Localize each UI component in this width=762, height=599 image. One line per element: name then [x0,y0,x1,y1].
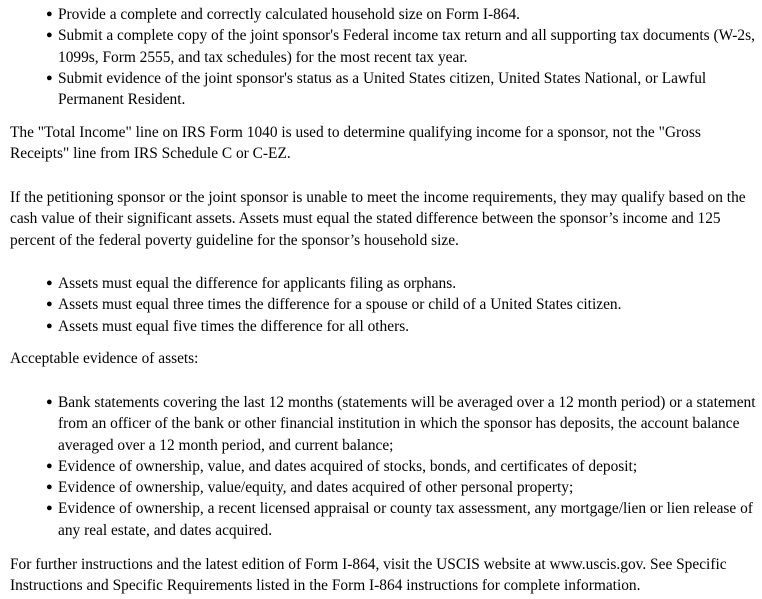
joint-sponsor-requirements-list [46,4,758,110]
closing-paragraph: For further instructions and the latest edition of Form I-864, visit the USCIS website at www.uscis.gov. See Specific Instructions and Specific Requirements listed in the Form I-864 instructions for complete information. [10,556,727,595]
list-item [46,4,758,25]
list-item [46,316,758,337]
total-income-paragraph: The "Total Income" line on IRS Form 1040 is used to determine qualifying income for a sponsor, not the "Gross Receipts" line from IRS Schedule C or C-EZ. [10,124,701,163]
list-item-text: Submit a complete copy of the joint sponsor's Federal income tax return and all supporting tax documents (W-2s, 1099s, Form 2555, and tax schedules) for the most recent tax year. [58,27,755,66]
assets-paragraph: If the petitioning sponsor or the joint sponsor is unable to meet the income requirements, they may qualify based on the cash value of their significant assets. Assets must equal the stated difference between the sponsor’s income and 125 percent of the federal poverty guideline for the sponsor’s household size. [10,189,746,249]
bullet-icon: ● [46,8,53,20]
list-item-text: Assets must equal the difference for applicants filing as orphans. [58,275,457,292]
list-item-text: Evidence of ownership, a recent licensed appraisal or county tax assessment, any mortgage/lien or lien release of any real estate, and dates acquired. [58,500,753,539]
bullet-icon: ● [46,71,53,84]
bullet-icon: ● [46,298,53,311]
bullet-icon: ● [46,319,53,332]
bullet-icon: ● [46,396,53,408]
bullet-icon: ● [46,481,53,494]
list-item-text: Assets must equal three times the difference for a spouse or child of a United States citizen. [58,296,622,314]
bullet-icon: ● [46,29,53,42]
asset-multiplier-list [46,273,758,337]
list-item [46,294,758,315]
list-item-text: Evidence of ownership, value, and dates acquired of stocks, bonds, and certificates of deposit; [58,457,638,475]
list-item [46,392,758,456]
list-item-text: Provide a complete and correctly calculated household size on Form I-864. [58,6,520,23]
bullet-icon: ● [46,502,53,515]
list-item [46,68,758,111]
list-item-text: Submit evidence of the joint sponsor's status as a United States citizen, United States National, or Lawful Permanent Resident. [58,69,707,109]
list-item-text: Bank statements covering the last 12 months (statements will be averaged over a 12 month period) or a statement from an officer of the bank or other financial institution in which the sponsor has deposits, the account balance averaged over a 12 month period, and current balance; [58,394,756,454]
list-item-text: Assets must equal five times the difference for all others. [58,317,410,335]
bullet-icon: ● [46,459,53,472]
bullet-icon: ● [46,277,53,289]
list-item [46,498,758,541]
list-item [46,25,758,68]
list-item-text: Evidence of ownership, value/equity, and dates acquired of other personal property; [58,479,574,497]
list-item [46,477,758,498]
list-item [46,273,758,294]
list-item [46,456,758,477]
asset-evidence-list [46,392,758,541]
evidence-heading: Acceptable evidence of assets: [10,350,199,367]
